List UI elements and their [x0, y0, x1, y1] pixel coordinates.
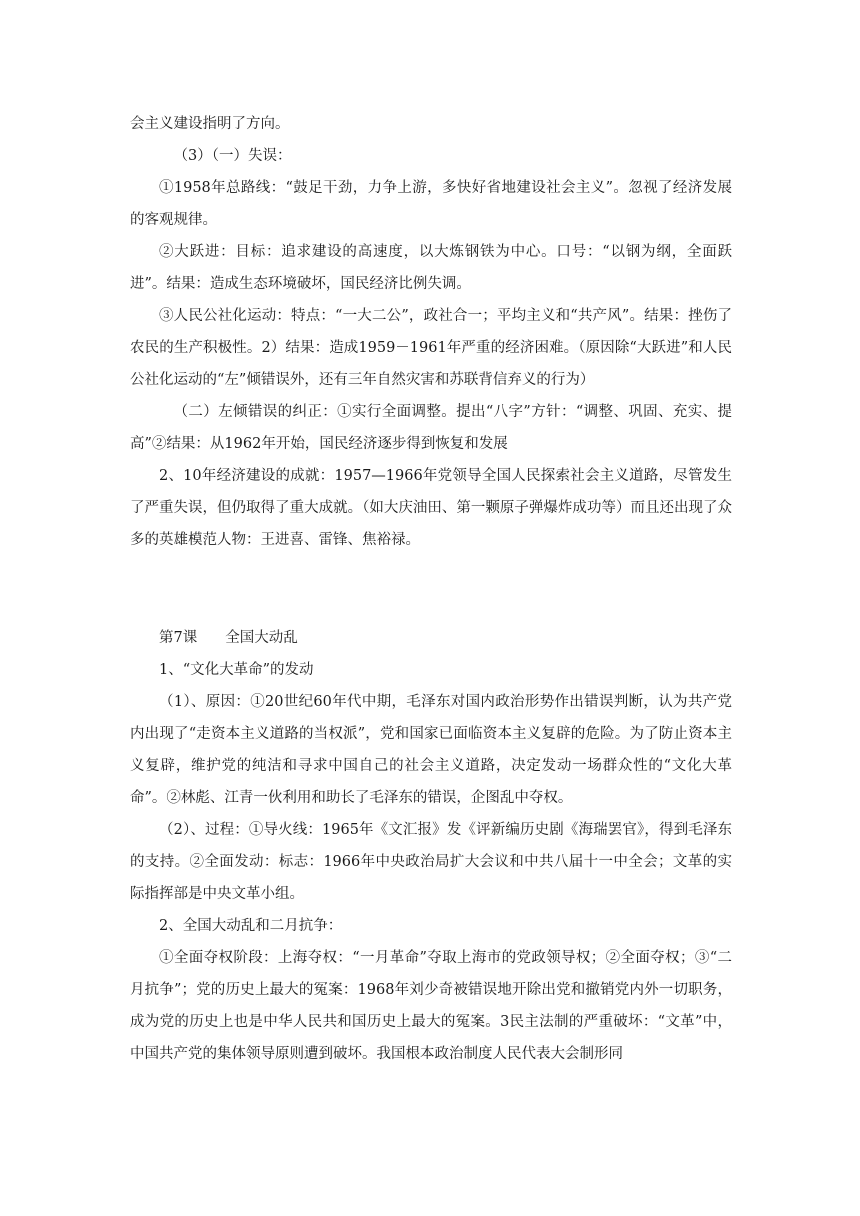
lesson-number: 第7课 [159, 630, 198, 646]
paragraph: （3）（一）失误： [173, 148, 292, 164]
paragraph: 2、全国大动乱和二月抗争： [159, 918, 343, 934]
paragraph: 1、“文化大革命”的发动 [159, 662, 314, 678]
section-gap [130, 556, 732, 622]
section-mistakes [130, 108, 732, 556]
document-page [130, 108, 732, 1070]
paragraph: 2、10年经济建设的成就：1957—1966年党领导全国人民探索社会主义道路，尽管发生了严重失误，但仍取得了重大成就。（如大庆油田、第一颗原子弹爆炸成功等）而且还出现了众多的英雄模范人物：王进喜、雷锋、焦裕禄。 [130, 468, 732, 548]
paragraph: （2）、过程：①导火线：1965年《文汇报》发《评新编历史剧《海瑞罢官》，得到毛泽东的支持。②全面发动：标志：1966年中央政治局扩大会议和中共八届十一中全会；文革的实际指挥部是中央文革小组。 [130, 822, 732, 902]
paragraph: （二）左倾错误的纠正：①实行全面调整。提出“八字”方针：“调整、巩固、充实、提高”②结果：从1962年开始，国民经济逐步得到恢复和发展 [130, 404, 732, 452]
paragraph: ①全面夺权阶段：上海夺权：“一月革命”夺取上海市的党政领导权；②全面夺权；③“二月抗争”；党的历史上最大的冤案：1968年刘少奇被错误地开除出党和撤销党内外一切职务，成为党的历史上也是中华人民共和国历史上最大的冤案。3民主法制的严重破坏：“文革”中，中国共产党的集体领导原则遭到破坏。我国根本政治制度人民代表大会制形同 [130, 950, 732, 1062]
paragraph: ①1958年总路线：“鼓足干劲，力争上游，多快好省地建设社会主义”。忽视了经济发展的客观规律。 [130, 180, 732, 228]
section-cultural-revolution [130, 654, 732, 1070]
paragraph: ③人民公社化运动：特点：“一大二公”，政社合一；平均主义和“共产风”。结果：挫伤了农民的生产积极性。2）结果：造成1959－1961年严重的经济困难。（原因除“大跃进”和人民公社化运动的“左”倾错误外，还有三年自然灾害和苏联背信弃义的行为） [130, 308, 732, 388]
paragraph: 会主义建设指明了方向。 [130, 116, 290, 132]
paragraph: ②大跃进：目标：追求建设的高速度，以大炼钢铁为中心。口号：“以钢为纲，全面跃进”。结果：造成生态环境破坏，国民经济比例失调。 [130, 244, 732, 292]
lesson-heading [130, 622, 732, 654]
lesson-title: 全国大动乱 [225, 630, 298, 646]
paragraph: （1）、原因：①20世纪60年代中期，毛泽东对国内政治形势作出错误判断，认为共产党内出现了“走资本主义道路的当权派”，党和国家已面临资本主义复辟的危险。为了防止资本主义复辟，维护党的纯洁和寻求中国自己的社会主义道路，决定发动一场群众性的“文化大革命”。②林彪、江青一伙利用和助长了毛泽东的错误，企图乱中夺权。 [130, 694, 732, 806]
